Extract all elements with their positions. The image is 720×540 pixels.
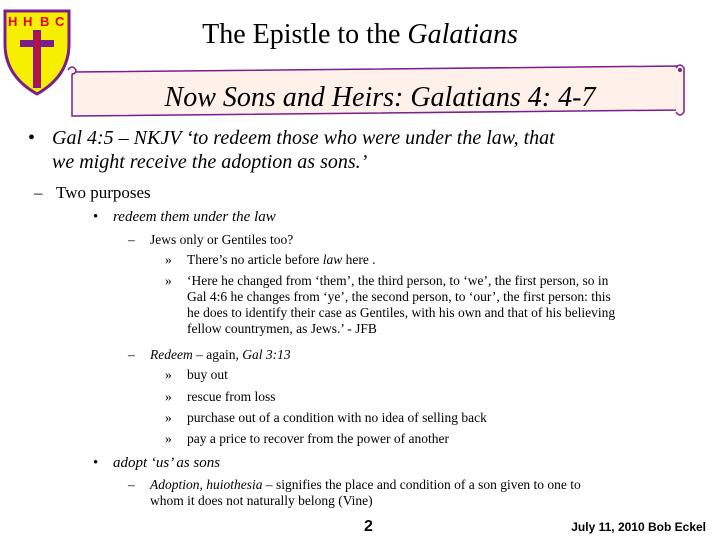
adoption-definition-item [128, 477, 698, 509]
raquo-marker: » [165, 410, 172, 425]
jfb-line-4: fellow countrymen, as Jews.’ - JFB [187, 321, 377, 336]
pay-item [165, 431, 705, 447]
adopt-heading-item [93, 454, 220, 472]
logo-letter-4: C [55, 14, 65, 29]
jfb-quote-item [165, 273, 705, 337]
quote-bullet [28, 126, 708, 174]
buy-out-text: buy out [187, 367, 228, 382]
adoption-term: Adoption, huiothesia [150, 477, 263, 492]
article-text-a: There’s no article before [187, 252, 323, 267]
jfb-line-3: he does to identify their case as Gentiles, with his own and that of his believing [187, 305, 616, 320]
adopt-heading-text: adopt ‘us’ as sons [113, 455, 221, 471]
pay-text: pay a price to recover from the power of another [187, 431, 450, 446]
raquo-marker: » [165, 389, 172, 404]
two-purposes-text: Two purposes [56, 183, 151, 202]
buy-out-item [165, 367, 705, 383]
redeem-ref: Gal 3:13 [242, 347, 291, 362]
jews-question-item [128, 232, 293, 248]
logo-letter-3: B [40, 14, 50, 29]
logo-letter-2: H [23, 14, 33, 29]
page-number: 2 [364, 518, 373, 535]
slide-subtitle: Now Sons and Heirs: Galatians 4: 4-7 [164, 82, 596, 113]
dash-marker: – [128, 477, 135, 492]
purchase-text: purchase out of a condition with no idea of selling back [187, 410, 487, 425]
footer-date-author: July 11, 2010 Bob Eckel [571, 520, 706, 534]
logo-letter-1: H [8, 14, 18, 29]
jews-question-text: Jews only or Gentiles too? [150, 232, 294, 247]
bullet-dot: • [93, 455, 99, 471]
two-purposes-item [34, 183, 151, 203]
dash-marker: – [128, 347, 135, 362]
jfb-line-1: ‘Here he changed from ‘them’, the third person, to ‘we’, the first person, so in [187, 273, 609, 288]
article-note-item [165, 252, 705, 268]
raquo-marker: » [165, 431, 172, 446]
bullet-dot: • [93, 209, 99, 225]
raquo-marker: » [165, 273, 172, 288]
raquo-marker: » [165, 252, 172, 267]
article-law-word: law [322, 252, 343, 267]
redeem-word: Redeem [150, 347, 193, 362]
raquo-marker: » [165, 367, 172, 382]
bullet-dot: • [28, 127, 36, 149]
adoption-definition-line-1: – signifies the place and condition of a son given to one to [262, 477, 581, 492]
redeem-heading-text: redeem them under the law [113, 209, 276, 225]
slide-title: The Epistle to the Galatians [202, 19, 518, 50]
redeem-definition-item [128, 347, 291, 363]
redeem-heading-item [93, 208, 276, 226]
dash-marker: – [128, 232, 135, 247]
rescue-item [165, 389, 705, 405]
rescue-text: rescue from loss [187, 389, 276, 404]
adoption-definition-line-2: whom it does not naturally belong (Vine) [150, 493, 373, 508]
quote-line-1: Gal 4:5 – NKJV ‘to redeem those who were under the law, that [52, 127, 555, 149]
quote-line-2: we might receive the adoption as sons.’ [52, 151, 368, 173]
dash-marker: – [34, 183, 43, 202]
article-text-b: here . [342, 252, 376, 267]
jfb-line-2: Gal 4:6 he changes from ‘ye’, the second person, to ‘our’, the first person: this [187, 289, 611, 304]
redeem-rest: – again, [192, 347, 243, 362]
purchase-item [165, 410, 705, 426]
